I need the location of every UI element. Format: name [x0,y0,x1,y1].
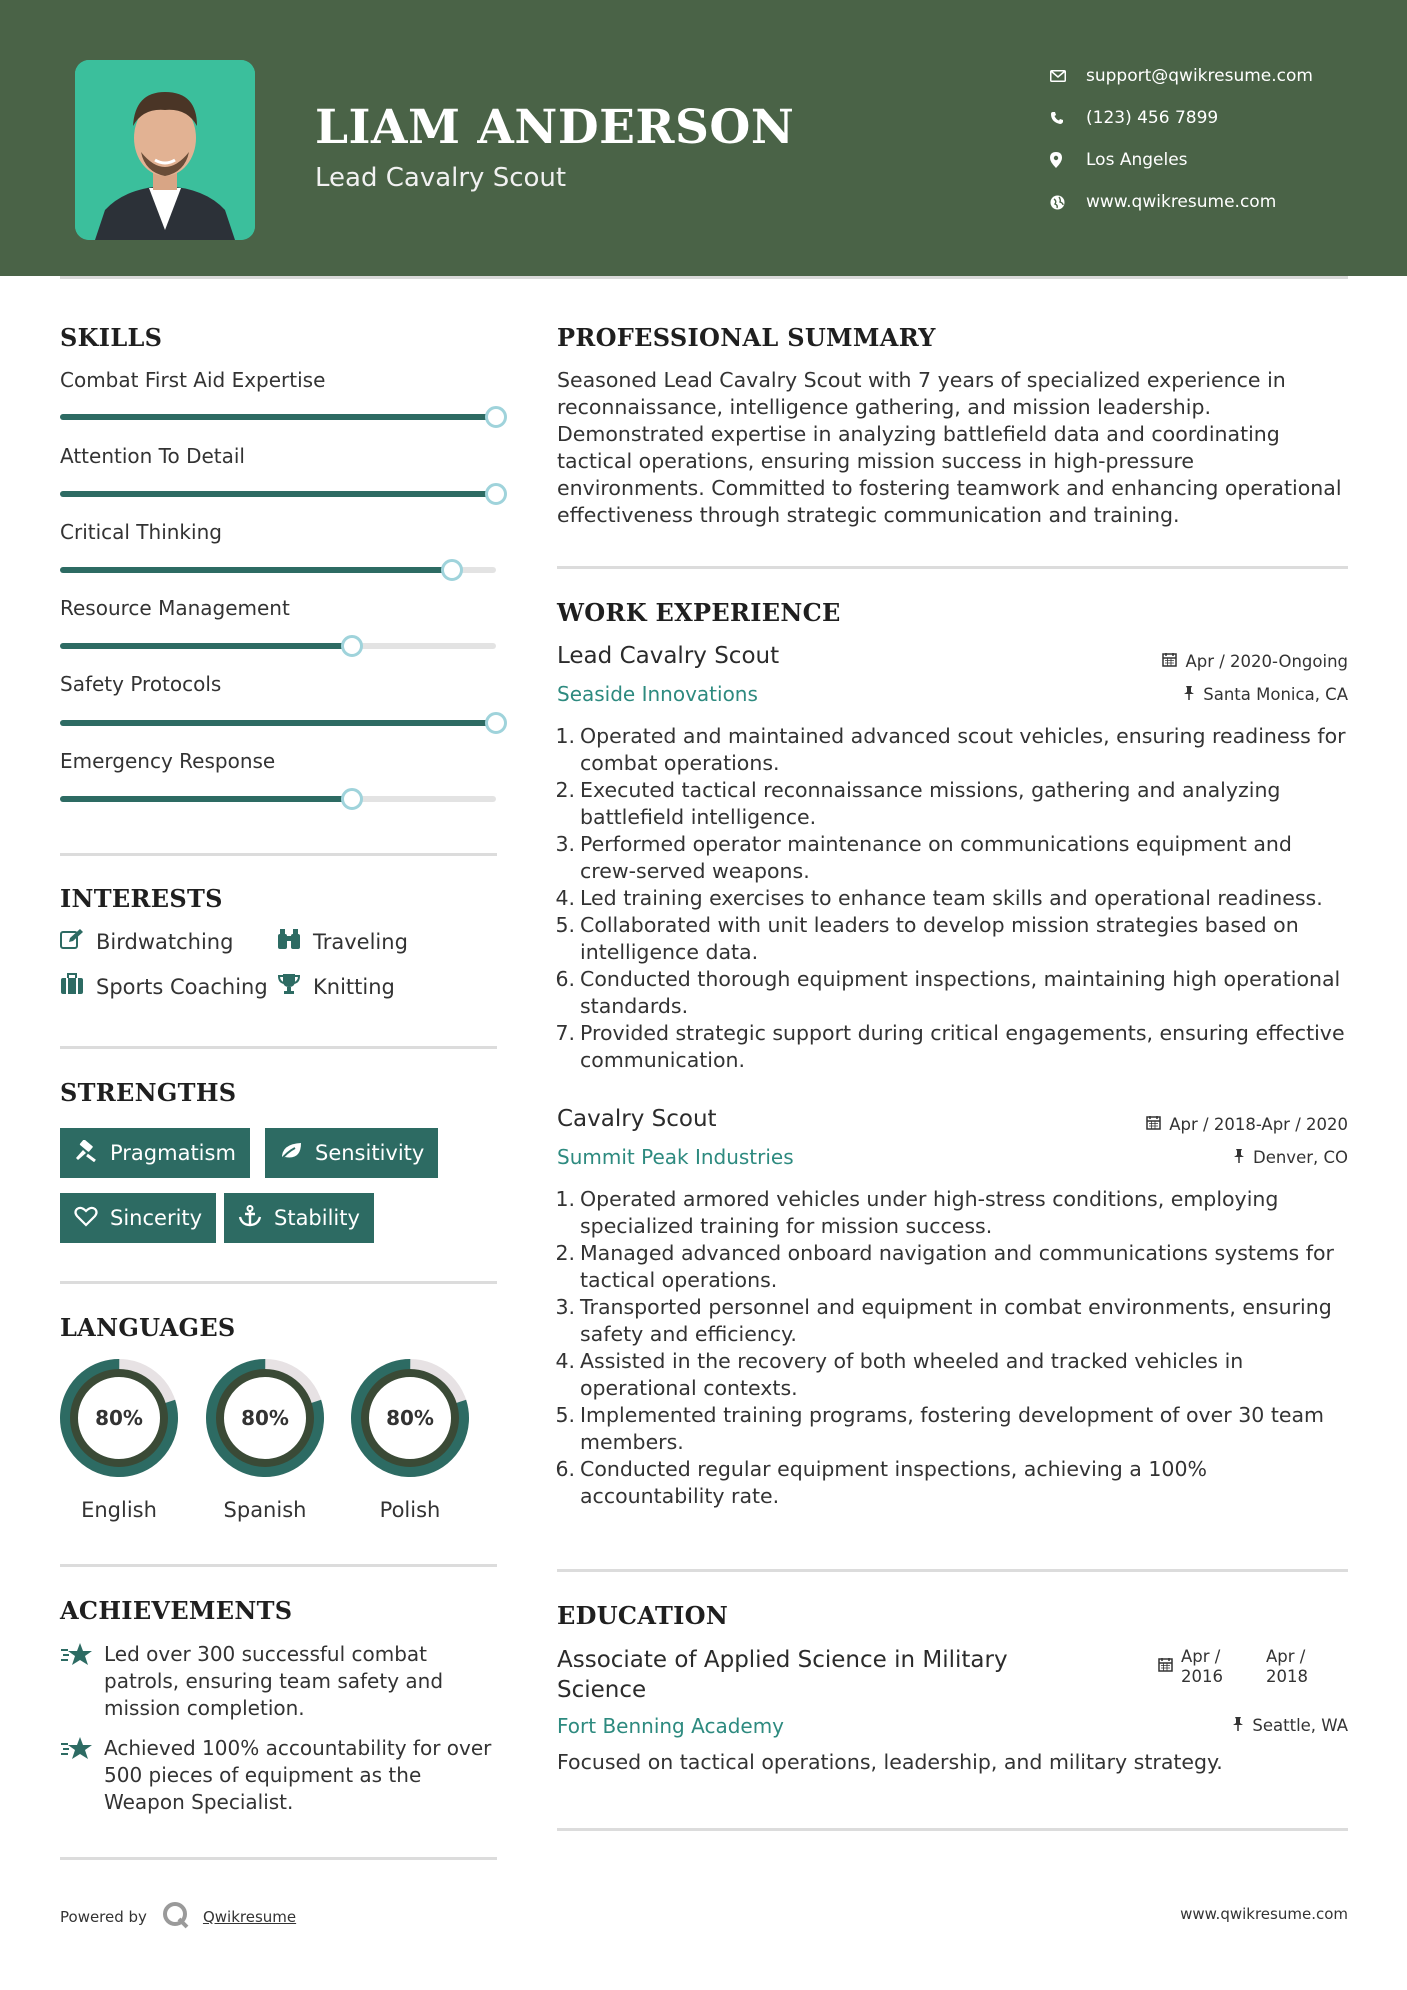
bullet-text: Conducted regular equipment inspections, achieving a 100% accountability rate. [580,1457,1207,1508]
skill-bar-fill [60,491,496,497]
bullet-number: 1. [555,724,575,748]
skill-bar-fill [60,720,496,726]
language-ring [350,1358,470,1478]
skill-bar-knob [485,483,507,505]
job-bullets [552,723,1352,1074]
section-divider [60,1046,497,1049]
job-bullet [552,912,1352,966]
job-bullet [552,1402,1352,1456]
email-text: support@qwikresume.com [1086,66,1313,86]
interest-item [277,973,395,1000]
strengths-heading: STRENGTHS [60,1078,237,1107]
candidate-title: Lead Cavalry Scout [315,163,567,193]
job-bullet [552,723,1352,777]
pushpin-icon [1183,685,1203,704]
language-ring [59,1358,179,1478]
contact-location [1050,139,1313,181]
phone-text: (123) 456 7899 [1086,108,1219,128]
bullet-number: 6. [555,1457,575,1481]
skill-label: Critical Thinking [60,520,222,544]
calendar-icon [1146,1115,1169,1134]
skill-label: Resource Management [60,596,290,620]
skill-bar-knob [341,635,363,657]
interest-label: Traveling [313,929,408,954]
bullet-text: Operated armored vehicles under high-stress conditions, employing specialized training for mission success. [580,1187,1279,1238]
strength-label: Stability [274,1206,360,1230]
star-icon [60,1735,94,1816]
strength-label: Sincerity [110,1206,203,1230]
job-dates-text: Apr / 2020-Ongoing [1185,652,1348,671]
summary-text: Seasoned Lead Cavalry Scout with 7 years of specialized experience in reconnaissance, intelligence gathering, and mission leadership. Demonstrated expertise in analyzing battlefield data and coordinating tactical operations, ensuring mission success in high-pressure environments. Committed to fostering teamwork and enhancing operational effectiveness through strategic communication and training. [557,368,1342,527]
header-divider [60,276,1348,279]
contact-email[interactable] [1050,55,1313,97]
summary-heading: PROFESSIONAL SUMMARY [557,323,936,352]
education-description: Focused on tactical operations, leadership, and military strategy. [557,1750,1223,1774]
section-divider [60,1281,497,1284]
bullet-number: 3. [555,832,575,856]
job-location [1233,1148,1348,1167]
skill-bar-knob [341,788,363,810]
leaf-icon [279,1140,315,1167]
interest-item [277,928,408,955]
pushpin-icon [1232,1716,1252,1735]
gavel-icon [74,1140,110,1167]
globe-icon [1050,195,1086,210]
star-icon [60,1641,94,1722]
strength-tag [60,1128,250,1178]
bullet-number: 7. [555,1021,575,1045]
language-label: English [81,1498,157,1522]
trophy-icon [277,973,313,1000]
job-bullet [552,1186,1352,1240]
briefcase-icon [60,973,96,1000]
interest-label: Birdwatching [96,929,234,954]
bullet-text: Executed tactical reconnaissance missions, gathering and analyzing battlefield intelligence. [580,778,1281,829]
achievement-text: Led over 300 successful combat patrols, ensuring team safety and mission completion. [104,1642,444,1720]
job-dates [1162,652,1348,671]
language-label: Polish [379,1498,441,1522]
job-title: Cavalry Scout [557,1106,717,1132]
language-item [59,1358,179,1522]
contact-phone[interactable] [1050,97,1313,139]
education-location [1232,1716,1348,1735]
contact-website[interactable] [1050,181,1313,223]
resume-header [0,0,1407,276]
envelope-icon [1050,70,1086,82]
edu-end-line: 2018 [1266,1667,1308,1686]
education-location-text: Seattle, WA [1252,1716,1348,1735]
pushpin-icon [1233,1148,1253,1167]
skills-heading: SKILLS [60,323,163,352]
strength-tag [60,1193,216,1243]
skill-bar [60,491,496,497]
company-name: Summit Peak Industries [557,1145,794,1169]
skill-bar-knob [485,406,507,428]
location-text: Los Angeles [1086,150,1188,170]
education-dates [1158,1647,1308,1687]
skill-bar [60,720,496,726]
skill-bar-knob [485,712,507,734]
job-bullet [552,1020,1352,1074]
bullet-text: Transported personnel and equipment in combat environments, ensuring safety and efficiency. [580,1295,1332,1346]
skill-bar-fill [60,414,496,420]
job-bullet [552,777,1352,831]
powered-by-text: Powered by [60,1908,147,1926]
experience-heading: WORK EXPERIENCE [557,598,841,627]
profile-photo [75,60,255,240]
bullet-text: Led training exercises to enhance team skills and operational readiness. [580,886,1323,910]
qwikresume-link[interactable]: Qwikresume [202,1908,297,1926]
footer-website[interactable]: www.qwikresume.com [1180,1905,1348,1923]
bullet-number: 5. [555,1403,575,1427]
company-name: Seaside Innovations [557,682,758,706]
interests-heading: INTERESTS [60,884,223,913]
section-divider [60,1564,497,1567]
achievements-heading: ACHIEVEMENTS [60,1596,293,1625]
candidate-name: LIAM ANDERSON [315,100,795,155]
job-bullet [552,885,1352,912]
language-item [350,1358,470,1522]
skill-label: Emergency Response [60,749,276,773]
edu-end [1266,1647,1308,1687]
strength-tag [265,1128,438,1178]
contact-list [1050,55,1313,223]
language-ring [205,1358,325,1478]
achievement-item [60,1735,500,1816]
interest-label: Knitting [313,974,395,999]
qwikresume-logo-icon [161,1900,191,1934]
bullet-text: Managed advanced onboard navigation and communications systems for tactical operations. [580,1241,1334,1292]
language-percent: 80% [386,1406,434,1430]
section-divider [60,1857,497,1860]
skill-bar [60,414,496,420]
bullet-number: 5. [555,913,575,937]
interest-label: Sports Coaching [96,974,268,999]
strength-tag [224,1193,374,1243]
binoculars-icon [277,928,313,955]
bullet-text: Provided strategic support during critical engagements, ensuring effective communication. [580,1021,1345,1072]
job-title: Lead Cavalry Scout [557,643,780,669]
job-dates [1146,1115,1348,1134]
achievement-item [60,1641,500,1722]
section-divider [557,566,1348,569]
calendar-icon [1158,1657,1173,1687]
bullet-text: Operated and maintained advanced scout vehicles, ensuring readiness for combat operations. [580,724,1346,775]
job-location [1183,685,1348,704]
section-divider [557,1828,1348,1831]
bullet-text: Conducted thorough equipment inspections, maintaining high operational standards. [580,967,1341,1018]
bullet-text: Collaborated with unit leaders to develop mission strategies based on intelligence data. [580,913,1299,964]
skill-bar-knob [441,559,463,581]
edu-end-line: Apr / [1266,1647,1306,1666]
job-bullet [552,831,1352,885]
school-name: Fort Benning Academy [557,1714,785,1738]
edit-icon [60,928,96,955]
calendar-icon [1162,652,1185,671]
bullet-number: 2. [555,778,575,802]
bullet-number: 1. [555,1187,575,1211]
heart-icon [74,1205,110,1232]
phone-icon [1050,111,1086,125]
section-divider [60,853,497,856]
degree-line: Science [557,1677,647,1703]
language-percent: 80% [95,1406,143,1430]
skill-label: Attention To Detail [60,444,245,468]
job-bullet [552,966,1352,1020]
bullet-number: 3. [555,1295,575,1319]
interest-item [60,928,233,955]
job-dates-text: Apr / 2018-Apr / 2020 [1169,1115,1348,1134]
edu-start-line: Apr / [1181,1647,1221,1666]
strength-label: Sensitivity [315,1141,425,1165]
language-label: Spanish [223,1498,307,1522]
languages-heading: LANGUAGES [60,1313,236,1342]
edu-start-line: 2016 [1181,1667,1223,1686]
job-bullets [552,1186,1352,1510]
interest-item [60,973,268,1000]
bullet-text: Implemented training programs, fostering development of over 30 team members. [580,1403,1325,1454]
skill-bar [60,796,496,802]
education-heading: EDUCATION [557,1601,729,1630]
job-bullet [552,1348,1352,1402]
website-text: www.qwikresume.com [1086,192,1277,212]
edu-start [1181,1647,1266,1687]
job-bullet [552,1240,1352,1294]
job-bullet [552,1456,1352,1510]
job-location-text: Denver, CO [1252,1148,1348,1167]
bullet-text: Performed operator maintenance on communications equipment and crew-served weapons. [580,832,1292,883]
skill-bar-fill [60,643,352,649]
skill-label: Combat First Aid Expertise [60,368,326,392]
achievement-text: Achieved 100% accountability for over 500 pieces of equipment as the Weapon Specialist. [104,1736,492,1814]
anchor-icon [238,1205,274,1232]
bullet-text: Assisted in the recovery of both wheeled and tracked vehicles in operational contexts. [580,1349,1244,1400]
job-location-text: Santa Monica, CA [1203,685,1348,704]
language-item [205,1358,325,1522]
degree-title [557,1645,1008,1705]
skill-bar [60,567,496,573]
job-bullet [552,1294,1352,1348]
map-pin-icon [1050,152,1086,168]
skill-bar-fill [60,796,352,802]
section-divider [557,1569,1348,1572]
bullet-number: 4. [555,886,575,910]
bullet-number: 4. [555,1349,575,1373]
bullet-number: 6. [555,967,575,991]
degree-line: Associate of Applied Science in Military [557,1647,1008,1673]
skill-bar-fill [60,567,452,573]
skill-bar [60,643,496,649]
skill-label: Safety Protocols [60,672,222,696]
strength-label: Pragmatism [110,1141,236,1165]
footer-branding [60,1900,296,1934]
bullet-number: 2. [555,1241,575,1265]
language-percent: 80% [241,1406,289,1430]
